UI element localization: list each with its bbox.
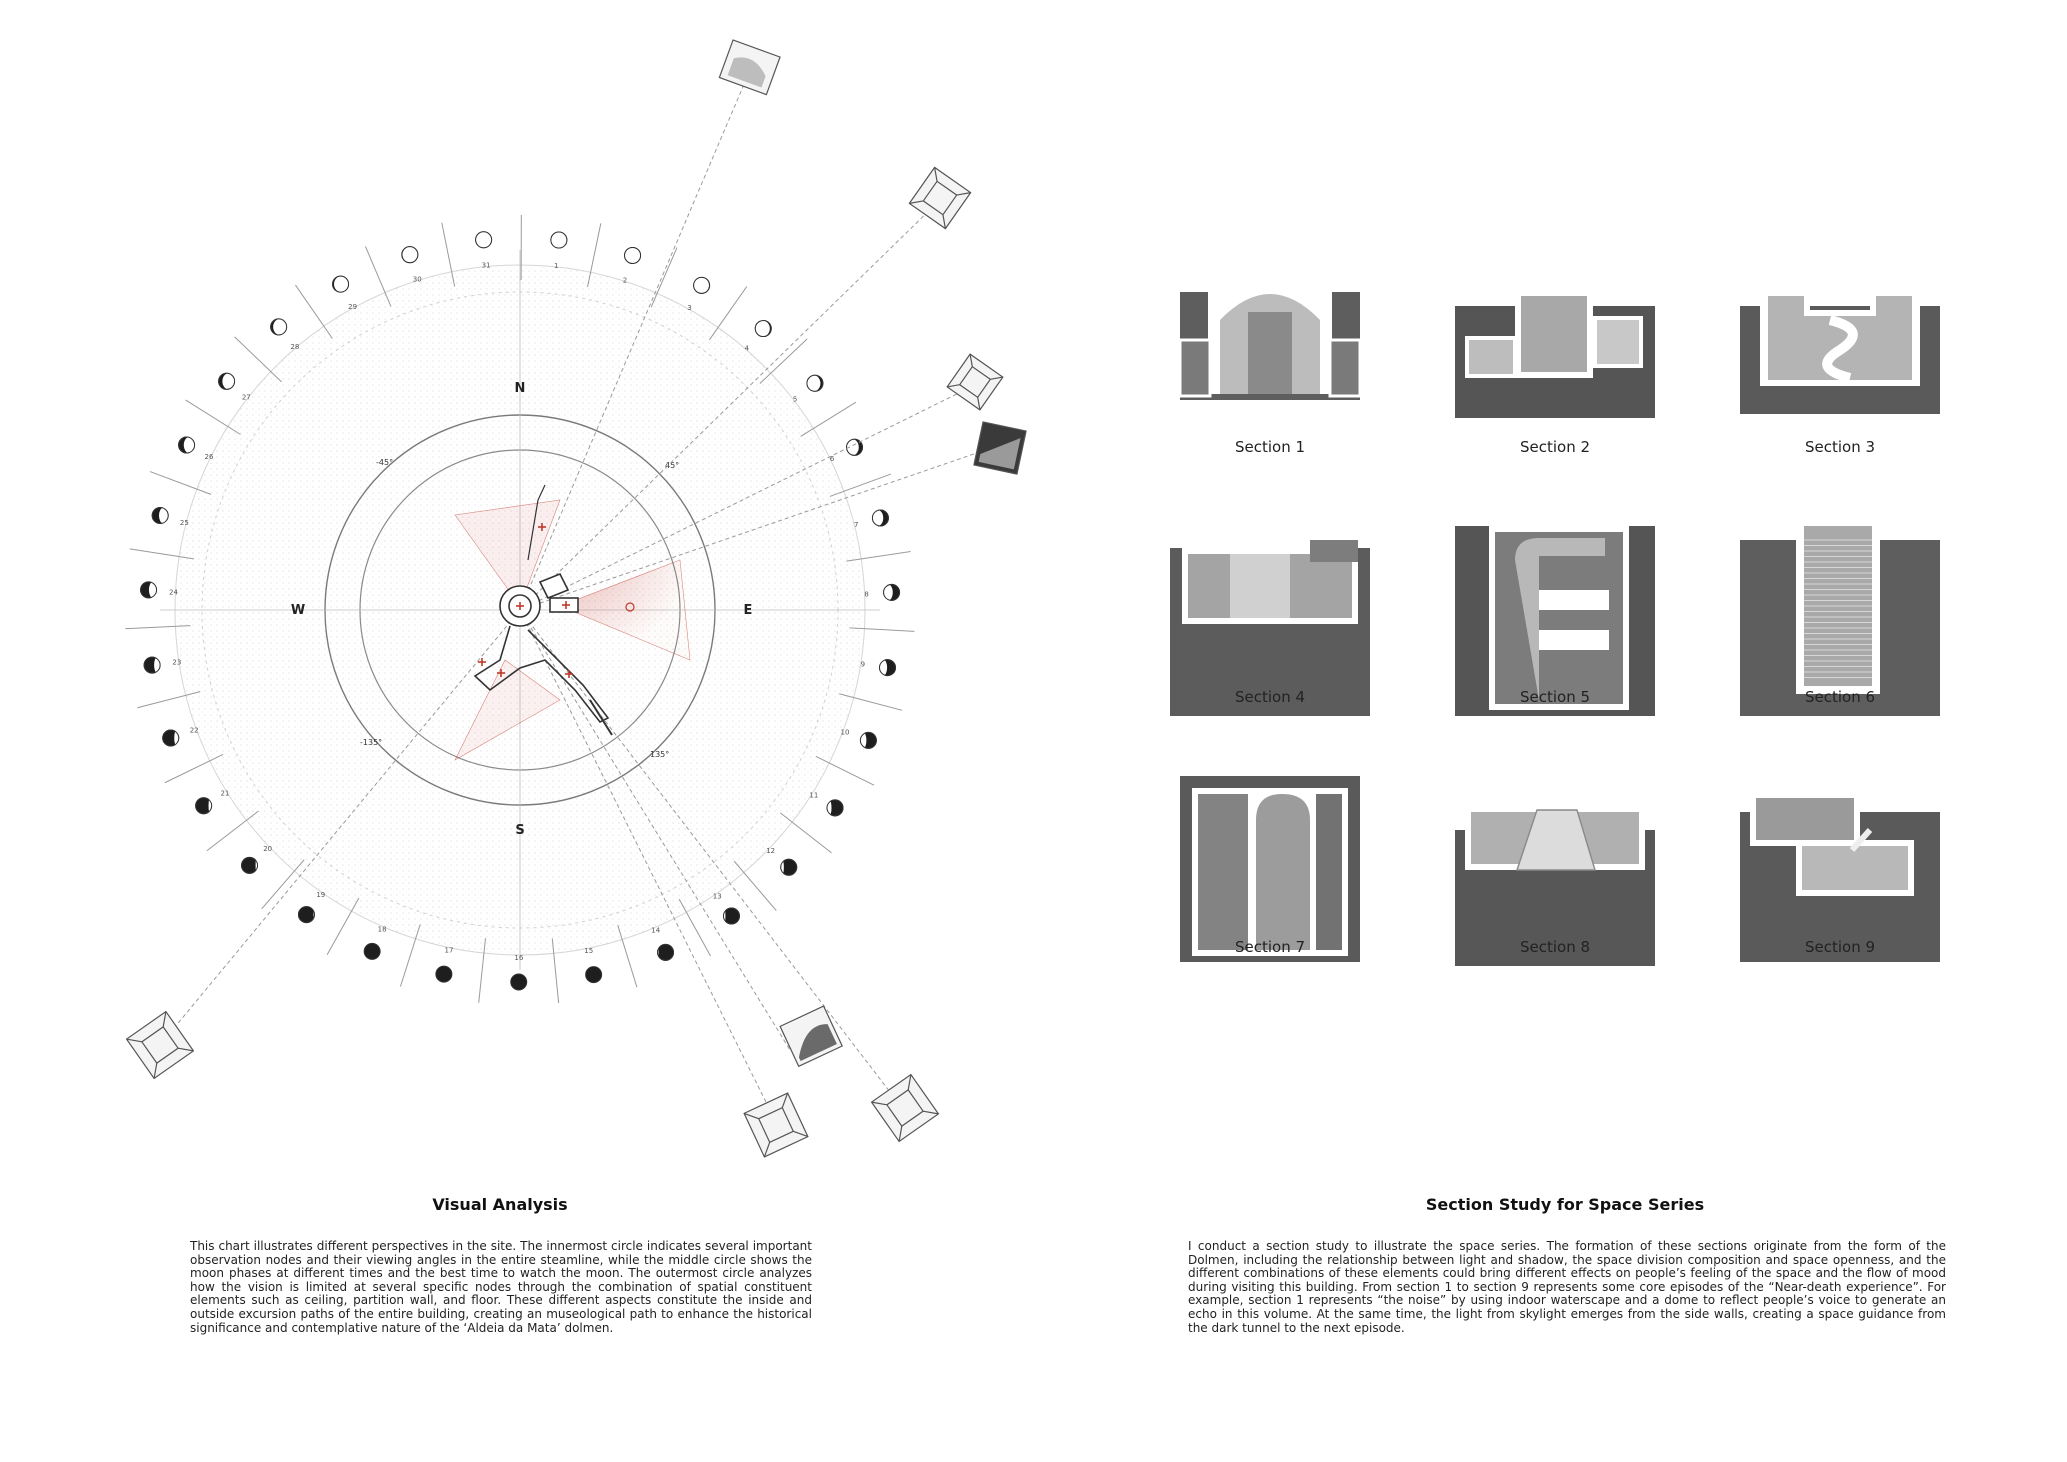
- section-card: [1455, 520, 1655, 750]
- moon-tick: [734, 861, 776, 910]
- moon-phase-icon: [242, 857, 258, 873]
- section-label: Section 4: [1234, 688, 1306, 706]
- moon-day-label: 21: [220, 789, 230, 798]
- section-label: Section 1: [1234, 438, 1306, 456]
- angle-label-sw: -135°: [360, 738, 383, 747]
- moon-phase-icon: [807, 375, 823, 391]
- moon-day-label: 13: [712, 892, 722, 901]
- moon-phase-icon: [144, 657, 160, 673]
- moon-day-label: 4: [744, 344, 750, 353]
- moon-phase-icon: [884, 584, 900, 600]
- moon-phase-icon: [860, 732, 876, 748]
- moon-tick: [262, 860, 305, 909]
- moon-day-label: 8: [864, 590, 869, 599]
- moon-tick: [780, 813, 831, 853]
- moon-day-label: 7: [853, 521, 859, 530]
- angle-label-se: 135°: [650, 750, 670, 759]
- section-card: [1740, 520, 1940, 750]
- moon-phase-icon: [364, 943, 380, 959]
- compass-south: S: [515, 823, 525, 838]
- moon-phase-icon: [694, 277, 710, 293]
- moon-day-label: 6: [829, 455, 835, 464]
- moon-phase-icon: [152, 508, 168, 524]
- moon-day-label: 24: [169, 588, 178, 597]
- section-label: Section 7: [1234, 938, 1306, 956]
- moon-day-label: 30: [412, 275, 422, 284]
- moon-phase-icon: [781, 859, 797, 875]
- visual-analysis-title: Visual Analysis: [432, 1195, 568, 1214]
- moon-day-label: 25: [179, 518, 189, 527]
- section-label: Section 8: [1519, 938, 1591, 956]
- moon-day-label: 20: [263, 845, 273, 854]
- section-card: [1455, 770, 1655, 1000]
- moon-tick: [235, 337, 282, 382]
- moon-phase-icon: [298, 907, 314, 923]
- moon-tick: [709, 287, 746, 340]
- moon-day-label: 26: [204, 453, 214, 462]
- moon-tick: [801, 402, 856, 436]
- moon-phase-icon: [436, 966, 452, 982]
- angle-label-ne: 45°: [665, 461, 680, 470]
- moon-day-label: 12: [766, 846, 776, 855]
- moon-day-label: 14: [651, 926, 661, 935]
- moon-phase-icon: [625, 247, 641, 263]
- moon-tick: [760, 339, 807, 384]
- moon-tick: [185, 400, 240, 435]
- moon-phase-icon: [755, 321, 771, 337]
- section-card: [1740, 770, 1940, 1000]
- compass-north: N: [514, 381, 526, 396]
- moon-phase-icon: [511, 974, 527, 990]
- section-card: [1170, 270, 1370, 500]
- moon-day-label: 29: [348, 303, 358, 312]
- section-label: Section 5: [1519, 688, 1591, 706]
- moon-phase-icon: [827, 800, 843, 816]
- moon-phase-icon: [880, 660, 896, 676]
- visual-analysis-body: This chart illustrates different perspectives in the site. The innermost circle indicates several important observation nodes and their viewing angles in the entire steamline, while the middle circle shows the moon phases at different times and the best time to watch the moon. The outermost circle analyzes how the vision is limited at several specific nodes through the combination of spatial constituent elements such as ceiling, partition wall, and floor. These different aspects constitute the inside and outside excursion paths of the entire building, creating an museological path to enhance the historical significance and contemplative nature of the ‘Aldeia da Mata’ dolmen.: [190, 1239, 812, 1335]
- moon-tick: [295, 285, 332, 338]
- moon-day-label: 31: [481, 261, 491, 270]
- moon-day-label: 1: [554, 261, 559, 270]
- moon-day-label: 22: [189, 726, 199, 735]
- moon-phase-icon: [476, 232, 492, 248]
- section-label: Section 6: [1804, 688, 1876, 706]
- moon-day-label: 28: [290, 342, 300, 351]
- moon-phase-icon: [551, 232, 567, 248]
- moon-day-label: 5: [792, 395, 798, 404]
- moon-day-label: 17: [444, 946, 454, 955]
- moon-day-label: 16: [514, 953, 524, 962]
- moon-phase-icon: [872, 510, 888, 526]
- angle-label-nw: -45°: [376, 458, 394, 467]
- section-grid: [1170, 270, 1970, 970]
- moon-phase-icon: [402, 247, 418, 263]
- moon-phase-icon: [179, 437, 195, 453]
- moon-day-label: 23: [172, 658, 182, 667]
- moon-day-label: 3: [687, 304, 692, 313]
- moon-phase-icon: [271, 319, 287, 335]
- section-study-title: Section Study for Space Series: [1425, 1195, 1705, 1214]
- compass-west: W: [290, 603, 306, 618]
- moon-phase-icon: [586, 967, 602, 983]
- moon-phase-icon: [141, 582, 157, 598]
- moon-day-label: 2: [622, 276, 628, 285]
- moon-day-label: 10: [840, 728, 850, 737]
- moon-day-label: 18: [377, 925, 387, 934]
- section-study-body: I conduct a section study to illustrate the space series. The formation of these sections originate from the form of the Dolmen, including the relationship between light and shadow, the space division composition and space openness, and the different combinations of these elements could bring different effects on people’s feeling of the space and the flow of mood during visiting this building. From section 1 to section 9 represents some core episodes of the “Near-death experience”. For example, section 1 represents “the noise” by using indoor waterscape and a dome to reflect people’s voice to generate an echo in this volume. At the same time, the light from skylight emerges from the side walls, creating a space guidance from the dark tunnel to the next episode.: [1188, 1239, 1946, 1335]
- moon-day-label: 9: [860, 660, 866, 669]
- moon-tick: [207, 811, 259, 851]
- compass-east: E: [743, 603, 753, 618]
- moon-phase-icon: [163, 730, 179, 746]
- section-card: [1455, 270, 1655, 500]
- section-label: Section 3: [1804, 438, 1876, 456]
- section-label: Section 2: [1519, 438, 1591, 456]
- moon-day-label: 27: [241, 393, 251, 402]
- moon-phase-icon: [723, 908, 739, 924]
- section-card: [1170, 520, 1370, 750]
- section-label: Section 9: [1804, 938, 1876, 956]
- moon-phase-icon: [333, 276, 349, 292]
- moon-day-label: 11: [809, 791, 819, 800]
- moon-phase-icon: [196, 798, 212, 814]
- visual-analysis-diagram: [0, 0, 1150, 1190]
- moon-phase-icon: [658, 944, 674, 960]
- moon-day-label: 15: [584, 947, 594, 956]
- section-card: [1740, 270, 1940, 500]
- section-card: [1170, 770, 1370, 1000]
- moon-day-label: 19: [316, 891, 326, 900]
- moon-phase-icon: [219, 373, 235, 389]
